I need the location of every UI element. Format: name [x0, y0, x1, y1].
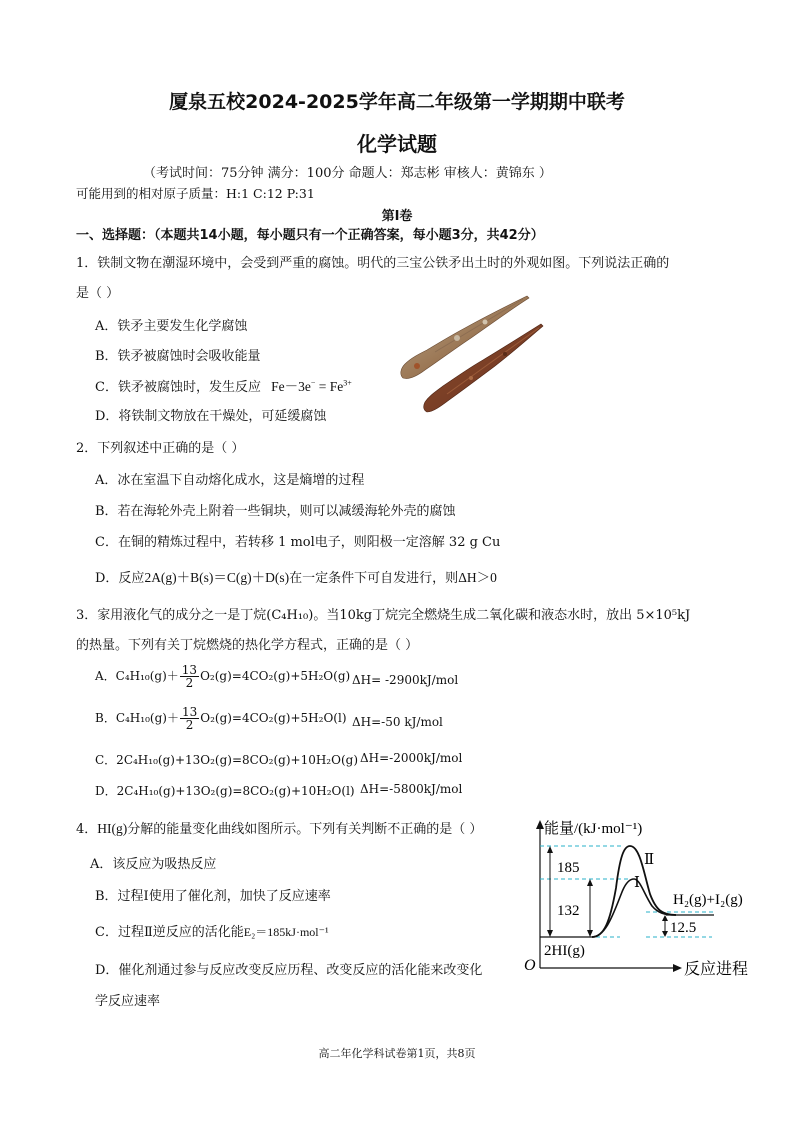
q3-option-c-dh: ΔH=-2000kJ/mol — [360, 751, 463, 765]
q3-option-b-post: O₂(g)=4CO₂(g)+5H₂O(l) — [200, 711, 347, 725]
arrow-12-5-top — [662, 915, 668, 921]
y-axis-label: 能量/(kJ·mol⁻¹) — [544, 821, 643, 837]
q4-stem-pre: 4． — [76, 822, 98, 837]
q3-stem-line2: 的热量。下列有关丁烷燃烧的热化学方程式，正确的是（ ） — [76, 638, 419, 653]
q1-stem-line2: 是（ ） — [76, 286, 120, 301]
exam-info: （考试时间：75分钟 满分：100分 命题人：郑志彬 审核人：黄锦东 ） — [143, 166, 552, 181]
q3-option-b — [95, 706, 347, 731]
q3-stem-line1: 3．家用液化气的成分之一是丁烷(C₄H₁₀)。当10kg丁烷完全燃烧生成二氧化碳和液态水时，放出 5×10⁵kJ — [76, 608, 691, 623]
q2-option-c: C．在铜的精炼过程中，若转移 1 mol电子，则阳极一定溶解 32 g Cu — [95, 535, 501, 550]
q2-option-d-equation: 2A(g)＋B(s)＝C(g)＋D(s) — [144, 570, 290, 585]
q2-option-d-mid: 在一定条件下可自发进行，则 — [289, 571, 459, 586]
q3-option-b-pre: B．C₄H₁₀(g)＋ — [95, 711, 179, 725]
y-axis-arrow — [536, 820, 544, 829]
label-185: 185 — [557, 860, 580, 876]
q4-stem-post: 分解的能量变化曲线如图所示。下列有关判断不正确的是（ ） — [127, 822, 483, 837]
q4-option-c — [95, 921, 329, 940]
x-axis-label: 反应进程 — [684, 961, 749, 978]
q4-option-d-line1: D．催化剂通过参与反应改变反应历程、改变反应的活化能来改变化 — [95, 963, 483, 978]
curve-ii-label: Ⅱ — [644, 852, 655, 868]
q4-option-c-text: C．过程Ⅱ逆反应的活化能 — [95, 925, 244, 940]
label-12-5: 12.5 — [670, 920, 697, 936]
arrow-185-bottom — [547, 930, 553, 937]
q1-option-c-equation: $Fe-3e^- = Fe^{3+}$ — [271, 378, 352, 394]
q4-stem-hi: HI(g) — [97, 821, 128, 836]
q2-option-d-dh: ΔH＞0 — [458, 570, 497, 585]
arrow-12-5-bottom — [662, 931, 668, 937]
label-132: 132 — [557, 903, 580, 919]
q1-option-a: A．铁矛主要发生化学腐蚀 — [95, 319, 248, 334]
q4-option-c-equation: E₂＝185kJ·mol⁻¹ — [243, 925, 329, 939]
q1-option-c — [95, 375, 352, 395]
energy-diagram — [520, 812, 790, 982]
reactant-label: 2HI(g) — [544, 943, 585, 959]
q4-option-b: B．过程Ⅰ使用了催化剂，加快了反应速率 — [95, 889, 331, 904]
arrow-132-top — [587, 879, 593, 886]
origin-label: O — [524, 957, 536, 974]
q1-option-c-text: C．铁矛被腐蚀时，发生反应 — [95, 380, 261, 395]
q2-option-d-prefix: D．反应 — [95, 571, 145, 586]
q2-option-d — [95, 566, 497, 586]
section-title: 一、选择题：（本题共14小题，每小题只有一个正确答案，每小题3分，共42分） — [76, 228, 544, 243]
q3-option-d: D．2C₄H₁₀(g)+13O₂(g)=8CO₂(g)+10H₂O(l) — [95, 784, 355, 798]
q1-option-d: D．将铁制文物放在干燥处，可延缓腐蚀 — [95, 409, 327, 424]
q4-option-a: A．该反应为吸热反应 — [90, 857, 217, 872]
atomic-mass-line: 可能用到的相对原子质量：H:1 C:12 P:31 — [76, 186, 315, 201]
q3-option-a-dh: ΔH= -2900kJ/mol — [352, 673, 459, 687]
arrow-132-bottom — [587, 930, 593, 937]
q3-option-a-pre: A．C₄H₁₀(g)＋ — [95, 669, 179, 683]
q3-option-d-dh: ΔH=-5800kJ/mol — [360, 782, 463, 796]
q4-option-d-line2: 学反应速率 — [95, 994, 161, 1009]
exam-subtitle: 化学试题 — [357, 132, 437, 156]
q3-option-b-fraction: $\frac{13}{2}$ — [181, 705, 198, 732]
arrow-185-top — [547, 846, 553, 853]
product-label: H₂(g)+I₂(g) — [673, 892, 743, 908]
exam-title: 厦泉五校2024-2025学年高二年级第一学期期中联考 — [169, 91, 625, 113]
curve-ii — [592, 846, 676, 937]
q2-option-b: B．若在海轮外壳上附着一些铜块，则可以减缓海轮外壳的腐蚀 — [95, 504, 456, 519]
q3-option-a-post: O₂(g)=4CO₂(g)+5H₂O(g) — [200, 669, 351, 683]
iron-spear-image — [395, 292, 545, 417]
q3-option-c: C．2C₄H₁₀(g)+13O₂(g)=8CO₂(g)+10H₂O(g) — [95, 753, 359, 767]
q4-stem — [76, 818, 482, 837]
page-footer: 高二年化学科试卷第1页，共8页 — [318, 1047, 476, 1060]
q2-stem: 2．下列叙述中正确的是（ ） — [76, 441, 245, 456]
volume-label: 第Ⅰ卷 — [381, 209, 413, 224]
q3-option-a — [95, 664, 350, 689]
q2-option-a: A．冰在室温下自动熔化成水，这是熵增的过程 — [95, 473, 365, 488]
q3-option-b-dh: ΔH=-50 kJ/mol — [352, 715, 443, 729]
q1-stem-line1: 1．铁制文物在潮湿环境中，会受到严重的腐蚀。明代的三宝公铁矛出土时的外观如图。下列说法正确的 — [76, 256, 670, 271]
x-axis-arrow — [673, 964, 682, 972]
q3-option-a-fraction: $\frac{13}{2}$ — [181, 663, 198, 690]
q1-option-b: B．铁矛被腐蚀时会吸收能量 — [95, 349, 261, 364]
curve-i-label: Ⅰ — [634, 875, 640, 891]
